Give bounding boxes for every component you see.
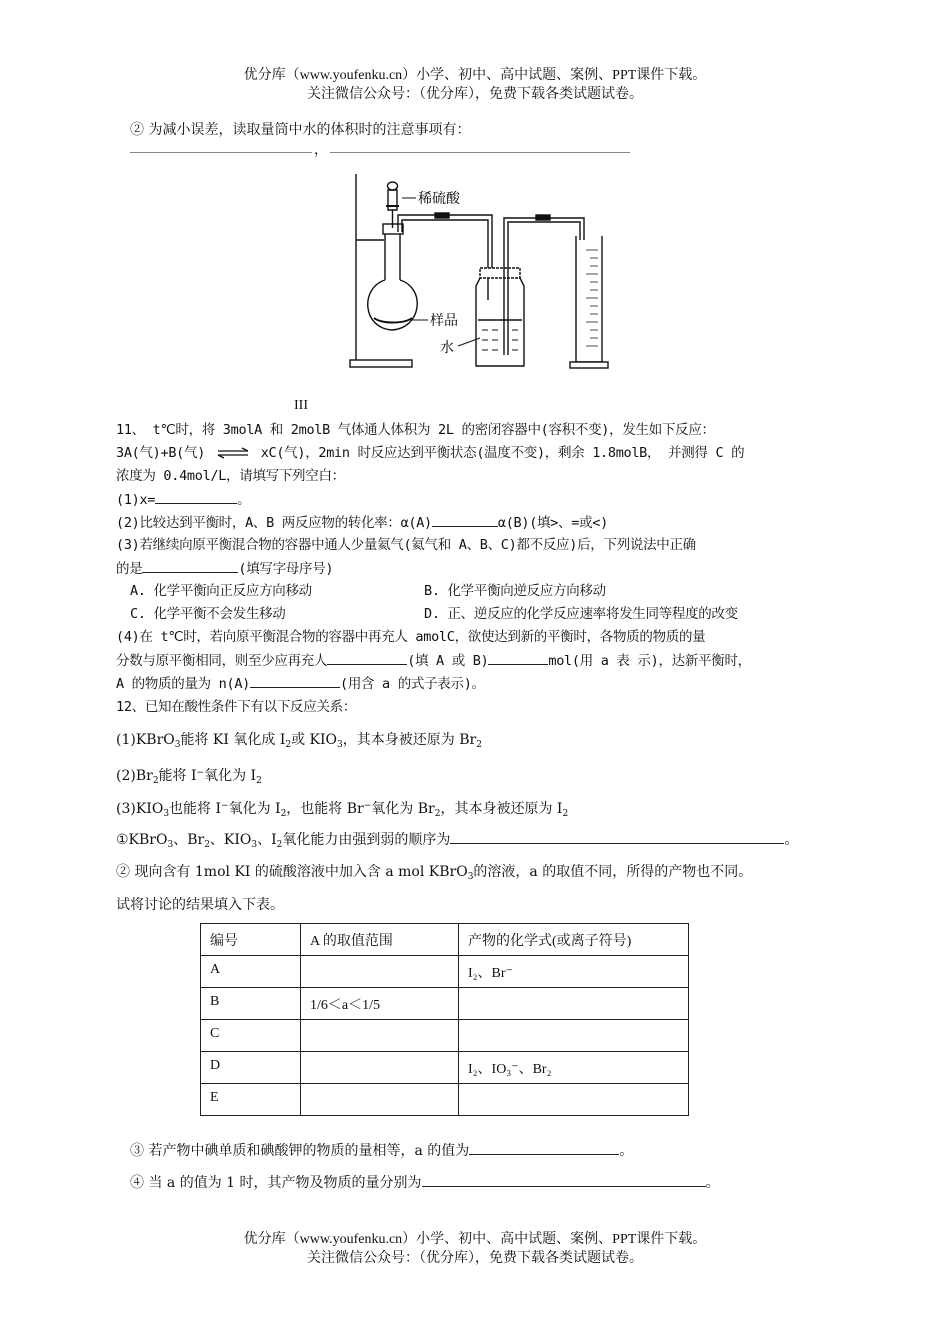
t: 或 KIO bbox=[291, 732, 338, 748]
q11-part-3-text-b: 的是 bbox=[116, 561, 143, 577]
table-header-row bbox=[201, 924, 689, 956]
header-id: 编号 bbox=[201, 924, 301, 956]
row-id: B bbox=[201, 988, 301, 1020]
q12-subquestion-1 bbox=[116, 829, 798, 855]
q11-option-a: A. 化学平衡向正反应方向移动 bbox=[130, 583, 312, 599]
header-line-2: 关注微信公众号：（优分库），免费下载各类试题试卷。 bbox=[307, 87, 643, 102]
table-row bbox=[201, 1052, 689, 1084]
q11-blank-compare[interactable] bbox=[432, 512, 498, 527]
t: 2 bbox=[434, 809, 441, 819]
header-range: A 的取值范围 bbox=[301, 924, 459, 956]
q11-blank-substance[interactable] bbox=[327, 650, 407, 665]
answer-blank-2[interactable] bbox=[330, 152, 630, 153]
answer-blank-1[interactable] bbox=[130, 152, 312, 153]
stand-base bbox=[350, 360, 412, 367]
row-product-cell: I₂、IO₃⁻、Br₂ bbox=[459, 1052, 689, 1084]
gas-bottle bbox=[476, 278, 524, 366]
t: 也能将 I bbox=[169, 801, 222, 817]
t: (1)KBrO bbox=[116, 732, 175, 748]
t: 、I bbox=[257, 832, 277, 848]
q12-subquestion-2-c: 试将讨论的结果填入下表。 bbox=[116, 897, 284, 913]
q11-blank-x[interactable] bbox=[155, 489, 237, 504]
q12-blank-order[interactable] bbox=[450, 829, 784, 844]
q11-option-b: B. 化学平衡向逆反应方向移动 bbox=[424, 583, 606, 599]
apparatus-figure bbox=[340, 170, 630, 380]
label-sample: 样品 bbox=[430, 313, 458, 329]
t: (3)KIO bbox=[116, 801, 164, 817]
q11-option-c: C. 化学平衡不会发生移动 bbox=[130, 606, 286, 622]
q12-relation-1 bbox=[116, 730, 482, 755]
row-range-cell[interactable] bbox=[301, 1052, 459, 1084]
t: 3 bbox=[174, 740, 181, 750]
q11-part-4-text-2: (填 A 或 B) bbox=[407, 653, 489, 669]
t: 3 bbox=[167, 840, 174, 850]
t: ，其本身被还原为 I bbox=[440, 801, 563, 817]
q11-part-3-a: (3)若继续向原平衡混合物的容器中通人少量氦气(氦气和 A、B、C)都不反应)后，下列说法中正确 bbox=[116, 537, 696, 553]
t: 、KIO bbox=[209, 832, 252, 848]
t: ④ 当 a 的值为 1 时，其产物及物质的量分别为 bbox=[130, 1175, 422, 1191]
t: ，其本身被还原为 Br bbox=[342, 732, 477, 748]
row-id: E bbox=[201, 1084, 301, 1116]
q12-relation-2 bbox=[116, 763, 262, 791]
row-range-cell: 1/6＜a＜1/5 bbox=[301, 988, 459, 1020]
footer-line-1: 优分库（www.youfenku.cn）小学、初中、高中试题、案例、PPT课件下载。 bbox=[243, 1232, 707, 1247]
t: 2 bbox=[285, 740, 292, 750]
row-id: A bbox=[201, 956, 301, 988]
t: 的溶液，a 的取值不同，所得的产物也不同。 bbox=[473, 864, 753, 880]
row-product-cell[interactable] bbox=[459, 1020, 689, 1052]
q11-option-d: D. 正、逆反应的化学反应速率将发生同等程度的改变 bbox=[424, 606, 738, 622]
q11-part-4-a: (4)在 t℃时，若向原平衡混合物的容器中再充人 amolC，欲使达到新的平衡时，各物质的物质的量 bbox=[116, 629, 706, 645]
row-id: D bbox=[201, 1052, 301, 1084]
t: 氧化为 I bbox=[228, 801, 281, 817]
q11-part-1-text: (1)x= bbox=[116, 492, 156, 508]
q12-relation-3 bbox=[116, 796, 568, 824]
t: 。 bbox=[784, 832, 799, 848]
t: 3 bbox=[163, 809, 170, 819]
q11-blank-amount[interactable] bbox=[488, 650, 548, 665]
t: 3 bbox=[337, 740, 343, 750]
t: 氧化为 Br bbox=[371, 801, 435, 817]
row-range-cell[interactable] bbox=[301, 956, 459, 988]
top-note: ② 为减小误差，读取量筒中水的体积时的注意事项有： bbox=[130, 122, 471, 138]
q11-line-3: 浓度为 0.4mol/L，请填写下列空白： bbox=[116, 468, 345, 484]
t: 氧化为 I bbox=[204, 768, 257, 784]
t: 。 bbox=[705, 1175, 720, 1191]
q11-line-2 bbox=[116, 443, 744, 463]
q11-part-1 bbox=[116, 489, 250, 510]
table-row bbox=[201, 1020, 689, 1052]
row-range-cell[interactable] bbox=[301, 1084, 459, 1116]
label-water: 水 bbox=[440, 340, 454, 356]
q12-title: 12、已知在酸性条件下有以下反应关系： bbox=[116, 699, 357, 715]
t: (2)Br bbox=[116, 768, 153, 784]
results-table bbox=[200, 923, 689, 1116]
t: − bbox=[196, 768, 205, 778]
t: 2 bbox=[152, 776, 159, 786]
graduated-cylinder bbox=[576, 236, 602, 362]
q11-part-4-b bbox=[116, 650, 751, 671]
table-row bbox=[201, 1084, 689, 1116]
row-product-cell[interactable] bbox=[459, 1084, 689, 1116]
q11-part-3-text-c: (填写字母序号) bbox=[238, 561, 334, 577]
header-line-1: 优分库（www.youfenku.cn）小学、初中、高中试题、案例、PPT课件下载。 bbox=[243, 68, 707, 83]
t: 2 bbox=[204, 840, 210, 850]
t: 能将 I bbox=[158, 768, 197, 784]
t: − bbox=[363, 801, 372, 811]
t: 3 bbox=[251, 840, 258, 850]
q11-part-2-text-a: (2)比较达到平衡时，A、B 两反应物的转化率：α(A) bbox=[116, 515, 432, 531]
t: 2 bbox=[276, 840, 283, 850]
t: 、Br bbox=[173, 832, 205, 848]
q11-blank-na[interactable] bbox=[250, 673, 340, 688]
t: ③ 若产物中碘单质和碘酸钾的物质的量相等，a 的值为 bbox=[130, 1143, 470, 1159]
q11-part-4-text-1: 分数与原平衡相同，则至少应再充人 bbox=[116, 653, 328, 669]
t: 2 bbox=[562, 809, 569, 819]
figure-caption: III bbox=[294, 398, 308, 413]
top-note-comma: ， bbox=[314, 142, 328, 158]
q12-subquestion-3 bbox=[130, 1140, 633, 1161]
q11-part-1-end: 。 bbox=[237, 492, 251, 508]
t: ①KBrO bbox=[116, 832, 168, 848]
header-product: 产物的化学式(或离子符号) bbox=[459, 924, 689, 956]
bottle-stopper bbox=[480, 268, 520, 278]
q12-subquestion-4 bbox=[130, 1172, 720, 1193]
row-range-cell[interactable] bbox=[301, 1020, 459, 1052]
t: 3 bbox=[467, 872, 474, 882]
t: 氧化能力由强到弱的顺序为 bbox=[282, 832, 451, 848]
q11-equation-left: 3A(气)+B(气) bbox=[116, 445, 206, 461]
row-product-cell[interactable] bbox=[459, 988, 689, 1020]
footer-line-2: 关注微信公众号：（优分库），免费下载各类试题试卷。 bbox=[307, 1251, 643, 1266]
q11-part-4-text-3: mol(用 a 表 示)，达新平衡时， bbox=[548, 653, 751, 669]
q11-line-1: 11、 t℃时，将 3molA 和 2molB 气体通人体积为 2L 的密闭容器中(容积不变)，发生如下反应： bbox=[116, 422, 715, 438]
q11-part-4-c bbox=[116, 673, 485, 694]
q11-part-3-b bbox=[116, 558, 333, 579]
label-acid: 稀硫酸 bbox=[418, 191, 460, 207]
t: 2 bbox=[280, 809, 287, 819]
t: ，也能将 Br bbox=[286, 801, 364, 817]
t: 。 bbox=[619, 1143, 634, 1159]
row-id: C bbox=[201, 1020, 301, 1052]
q11-part-2-text-b: α(B)(填>、=或<) bbox=[497, 515, 608, 531]
row-product-cell: I₂、Br⁻ bbox=[459, 956, 689, 988]
t: − bbox=[221, 801, 229, 811]
equilibrium-arrow-icon bbox=[216, 447, 250, 459]
table-row bbox=[201, 956, 689, 988]
q11-equation-right: xC(气)，2min 时反应达到平衡状态(温度不变)，剩余 1.8molB， 并测得 C 的 bbox=[260, 445, 745, 461]
t: 2 bbox=[476, 740, 482, 750]
q11-part-4-text-5: (用含 a 的式子表示)。 bbox=[340, 676, 485, 692]
table-row bbox=[201, 988, 689, 1020]
q11-part-4-text-4: A 的物质的量为 n(A) bbox=[116, 676, 250, 692]
q12-blank-a-value[interactable] bbox=[469, 1140, 619, 1155]
q11-part-2 bbox=[116, 512, 608, 533]
q12-subquestion-2 bbox=[116, 862, 752, 887]
t: 2 bbox=[256, 776, 262, 786]
t: 能将 KI 氧化成 I bbox=[180, 732, 286, 748]
q12-blank-products[interactable] bbox=[422, 1172, 706, 1187]
q11-blank-choice[interactable] bbox=[142, 558, 238, 573]
t: ② 现向含有 1mol KI 的硫酸溶液中加入含 a mol KBrO bbox=[116, 864, 468, 880]
